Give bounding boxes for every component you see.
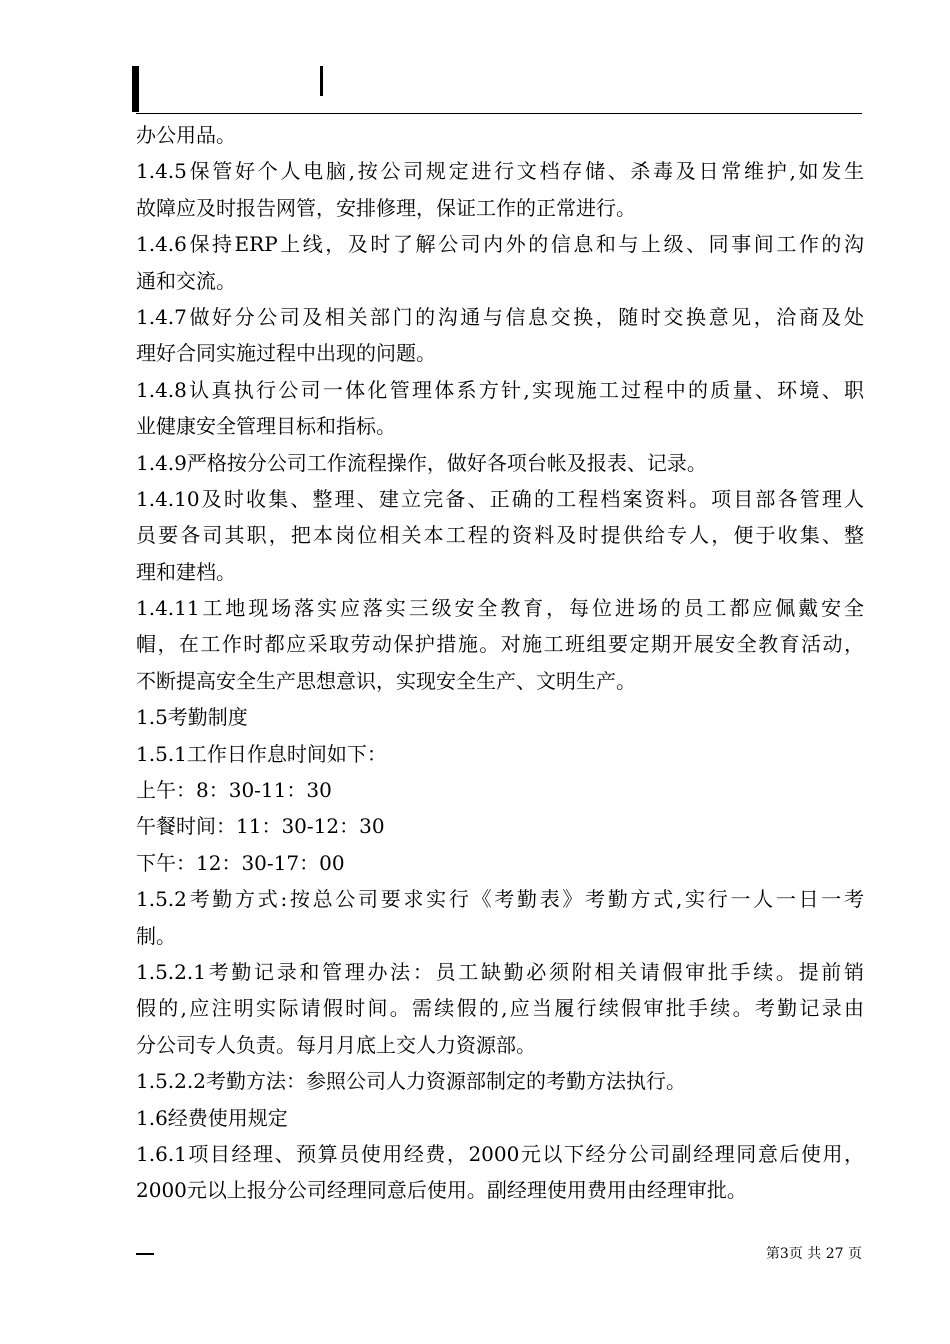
header-rule: [136, 113, 862, 114]
text-line: 1.4.11工地现场落实应落实三级安全教育，每位进场的员工都应佩戴安全: [136, 596, 864, 621]
footer-dash: [136, 1253, 154, 1255]
text-line: 下午：12：30-17：00: [136, 850, 345, 875]
header-bar-thin: [320, 66, 323, 96]
text-line: 1.5.2.1考勤记录和管理办法：员工缺勤必须附相关请假审批手续。提前销: [136, 959, 864, 984]
text-line: 不断提高安全生产思想意识，实现安全生产、文明生产。: [136, 668, 636, 693]
text-line: 1.4.8认真执行公司一体化管理体系方针,实现施工过程中的质量、环境、职: [136, 377, 864, 402]
text-line: 1.4.6保持ERP上线，及时了解公司内外的信息和与上级、同事间工作的沟: [136, 232, 864, 257]
text-line: 假的,应注明实际请假时间。需续假的,应当履行续假审批手续。考勤记录由: [136, 996, 864, 1021]
text-line: 制。: [136, 923, 176, 948]
text-line: 1.5.2.2考勤方法：参照公司人力资源部制定的考勤方法执行。: [136, 1069, 686, 1094]
text-line: 1.4.7做好分公司及相关部门的沟通与信息交换，随时交换意见，洽商及处: [136, 304, 864, 329]
header-bar-thick: [132, 66, 139, 112]
text-line: 1.4.9严格按分公司工作流程操作，做好各项台帐及报表、记录。: [136, 450, 707, 475]
text-line: 1.5.1工作日作息时间如下：: [136, 741, 387, 766]
text-line: 2000元以上报分公司经理同意后使用。副经理使用费用由经理审批。: [136, 1178, 747, 1203]
text-line: 帽，在工作时都应采取劳动保护措施。对施工班组要定期开展安全教育活动，: [136, 632, 864, 657]
text-line: 故障应及时报告网管，安排修理，保证工作的正常进行。: [136, 195, 636, 220]
text-line: 1.6.1项目经理、预算员使用经费，2000元以下经分公司副经理同意后使用，: [136, 1141, 864, 1166]
text-line: 办公用品。: [136, 123, 236, 147]
text-line: 午餐时间：11：30-12：30: [136, 814, 385, 839]
text-line: 1.6经费使用规定: [136, 1105, 288, 1130]
document-body: [136, 117, 864, 1209]
text-line: 理和建档。: [136, 559, 236, 584]
page-number: 第3页 共 27 页: [765, 1246, 862, 1262]
text-line: 1.5考勤制度: [136, 705, 248, 730]
text-line: 通和交流。: [136, 268, 236, 293]
text-line: 分公司专人负责。每月月底上交人力资源部。: [136, 1032, 536, 1057]
text-line: 员要各司其职，把本岗位相关本工程的资料及时提供给专人，便于收集、整: [136, 523, 864, 548]
text-line: 1.4.10及时收集、整理、建立完备、正确的工程档案资料。项目部各管理人: [136, 486, 864, 511]
text-line: 上午：8：30-11：30: [136, 778, 332, 803]
text-line: 1.4.5保管好个人电脑,按公司规定进行文档存储、杀毒及日常维护,如发生: [136, 159, 864, 184]
text-line: 理好合同实施过程中出现的问题。: [136, 341, 436, 366]
text-line: 业健康安全管理目标和指标。: [136, 414, 396, 439]
text-line: 1.5.2考勤方式:按总公司要求实行《考勤表》考勤方式,实行一人一日一考: [136, 887, 864, 912]
